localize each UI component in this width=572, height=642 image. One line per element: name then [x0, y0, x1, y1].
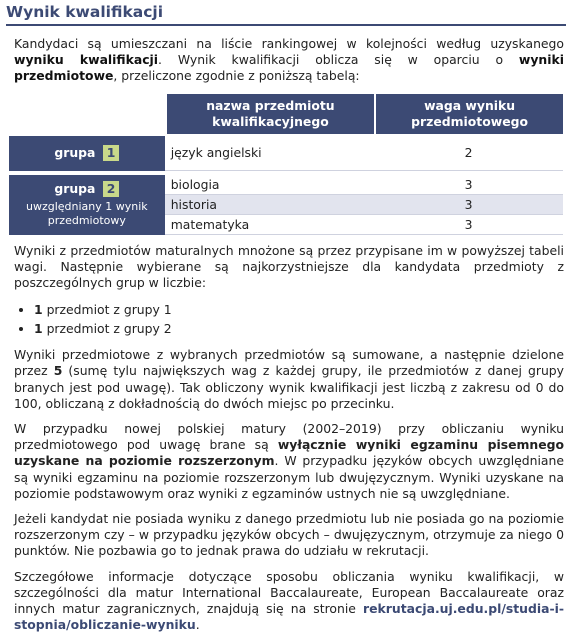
table-row — [9, 134, 563, 171]
p6-text-1: Szczegółowe informacje dotyczące sposobu obliczania wyniku kwalifikacji, w szczególności dla matur International Baccalaureate, European Baccalaureate oraz innych matur zagranicznych, znajdują się na stronie — [14, 568, 564, 617]
subject-cell: biologia — [165, 171, 374, 195]
p3-text-1: Wyniki przedmiotowe z wybranych przedmiotów są sumowane, a następnie dzielone przez — [14, 347, 564, 379]
list-item — [34, 300, 564, 319]
weight-cell: 2 — [374, 134, 563, 171]
paragraph-details — [14, 569, 564, 634]
weight-cell: 3 — [374, 215, 563, 235]
section-heading: Wynik kwalifikacji — [6, 2, 566, 26]
list-item-text: przedmiot z grupy 1 — [42, 302, 172, 318]
intro-text-2: . Wynik kwalifikacji oblicza się w oparciu o — [158, 52, 519, 68]
group-2-note: uwzględniany 1 wynik przedmiotowy — [26, 200, 148, 228]
paragraph-summing — [14, 347, 564, 412]
intro-text-1: Kandydaci są umieszczani na liście rankingowej w kolejności według uzyskanego — [14, 36, 564, 51]
intro-paragraph — [14, 36, 564, 85]
paragraph-new-matura — [14, 421, 564, 502]
list-item-count: 1 — [34, 321, 43, 337]
group-2-badge: 2 — [103, 181, 120, 197]
p6-text-2: . — [195, 617, 200, 633]
p3-text-2: (sumę tylu największych wag z każdej grupy, ile przedmiotów z danej grupy branych jest pod uwagę). Tak obliczony wynik kwalifikacji jest liczbą z zakresu od 0 do 100, obliczaną z dokładnością do dwóch miejsc po przecinku. — [14, 363, 564, 411]
list-item — [34, 319, 564, 338]
group-selection-list — [14, 300, 564, 338]
header-weight: waga wyniku przedmiotowego — [374, 94, 563, 134]
list-item-count: 1 — [34, 302, 43, 318]
p4-text-2: . W przypadku języków obcych uwzględniane są wyniki egzaminu na poziomie rozszerzonym lub dwujęzycznym. Wyniki uzyskane na poziomie podstawowym oraz wyniki z egzaminów ustnych nie są uwzględniane. — [14, 453, 564, 501]
p4-bold: wyłącznie wyniki egzaminu pisemnego uzyskane na poziomie rozszerzonym — [14, 437, 565, 469]
header-blank-cell — [9, 94, 165, 134]
paragraph-weights: Wyniki z przedmiotów maturalnych mnożone są przez przypisane im w powyższej tabeli wagi. Następnie wybierane są najkorzystniejsze dla kandydata przedmioty z poszczególnych grup w liczbie: — [14, 242, 564, 291]
weight-cell: 3 — [374, 171, 563, 195]
intro-text-3: , przeliczone zgodnie z poniższą tabelą: — [113, 68, 360, 84]
intro-bold-1: wyniku kwalifikacji — [14, 52, 159, 68]
table-row — [9, 171, 563, 195]
group-1-label: grupa — [54, 145, 96, 161]
details-link[interactable]: rekrutacja.uj.edu.pl/studia-i-stopnia/obliczanie-wyniku — [14, 601, 564, 633]
subject-cell: język angielski — [165, 134, 374, 171]
weight-cell: 3 — [374, 195, 563, 215]
table-header-row — [9, 94, 563, 134]
subject-cell: matematyka — [165, 215, 374, 235]
qualification-table — [9, 94, 563, 235]
intro-bold-2: wyniki przedmiotowe — [14, 52, 564, 84]
group-2-label: grupa — [54, 181, 96, 197]
group-1-badge: 1 — [103, 145, 120, 161]
group-1-cell — [9, 134, 165, 171]
subject-cell: historia — [165, 195, 374, 215]
header-subject: nazwa przedmiotu kwalifikacyjnego — [165, 94, 374, 134]
group-2-cell — [9, 171, 165, 235]
p3-bold: 5 — [53, 363, 63, 379]
list-item-text: przedmiot z grupy 2 — [42, 321, 172, 337]
main-content — [14, 36, 564, 642]
p4-text-1: W przypadku nowej polskiej matury (2002–2019) przy obliczaniu wyniku przedmiotowego pod uwagę brane są — [14, 421, 564, 453]
paragraph-missing-result: Jeżeli kandydat nie posiada wyniku z danego przedmiotu lub nie posiada go na poziomie rozszerzonym czy – w przypadku języków obcych – dwujęzycznym, otrzymuje za niego 0 punktów. Nie pozbawia go to jednak prawa do udziału w rekrutacji. — [14, 511, 564, 559]
